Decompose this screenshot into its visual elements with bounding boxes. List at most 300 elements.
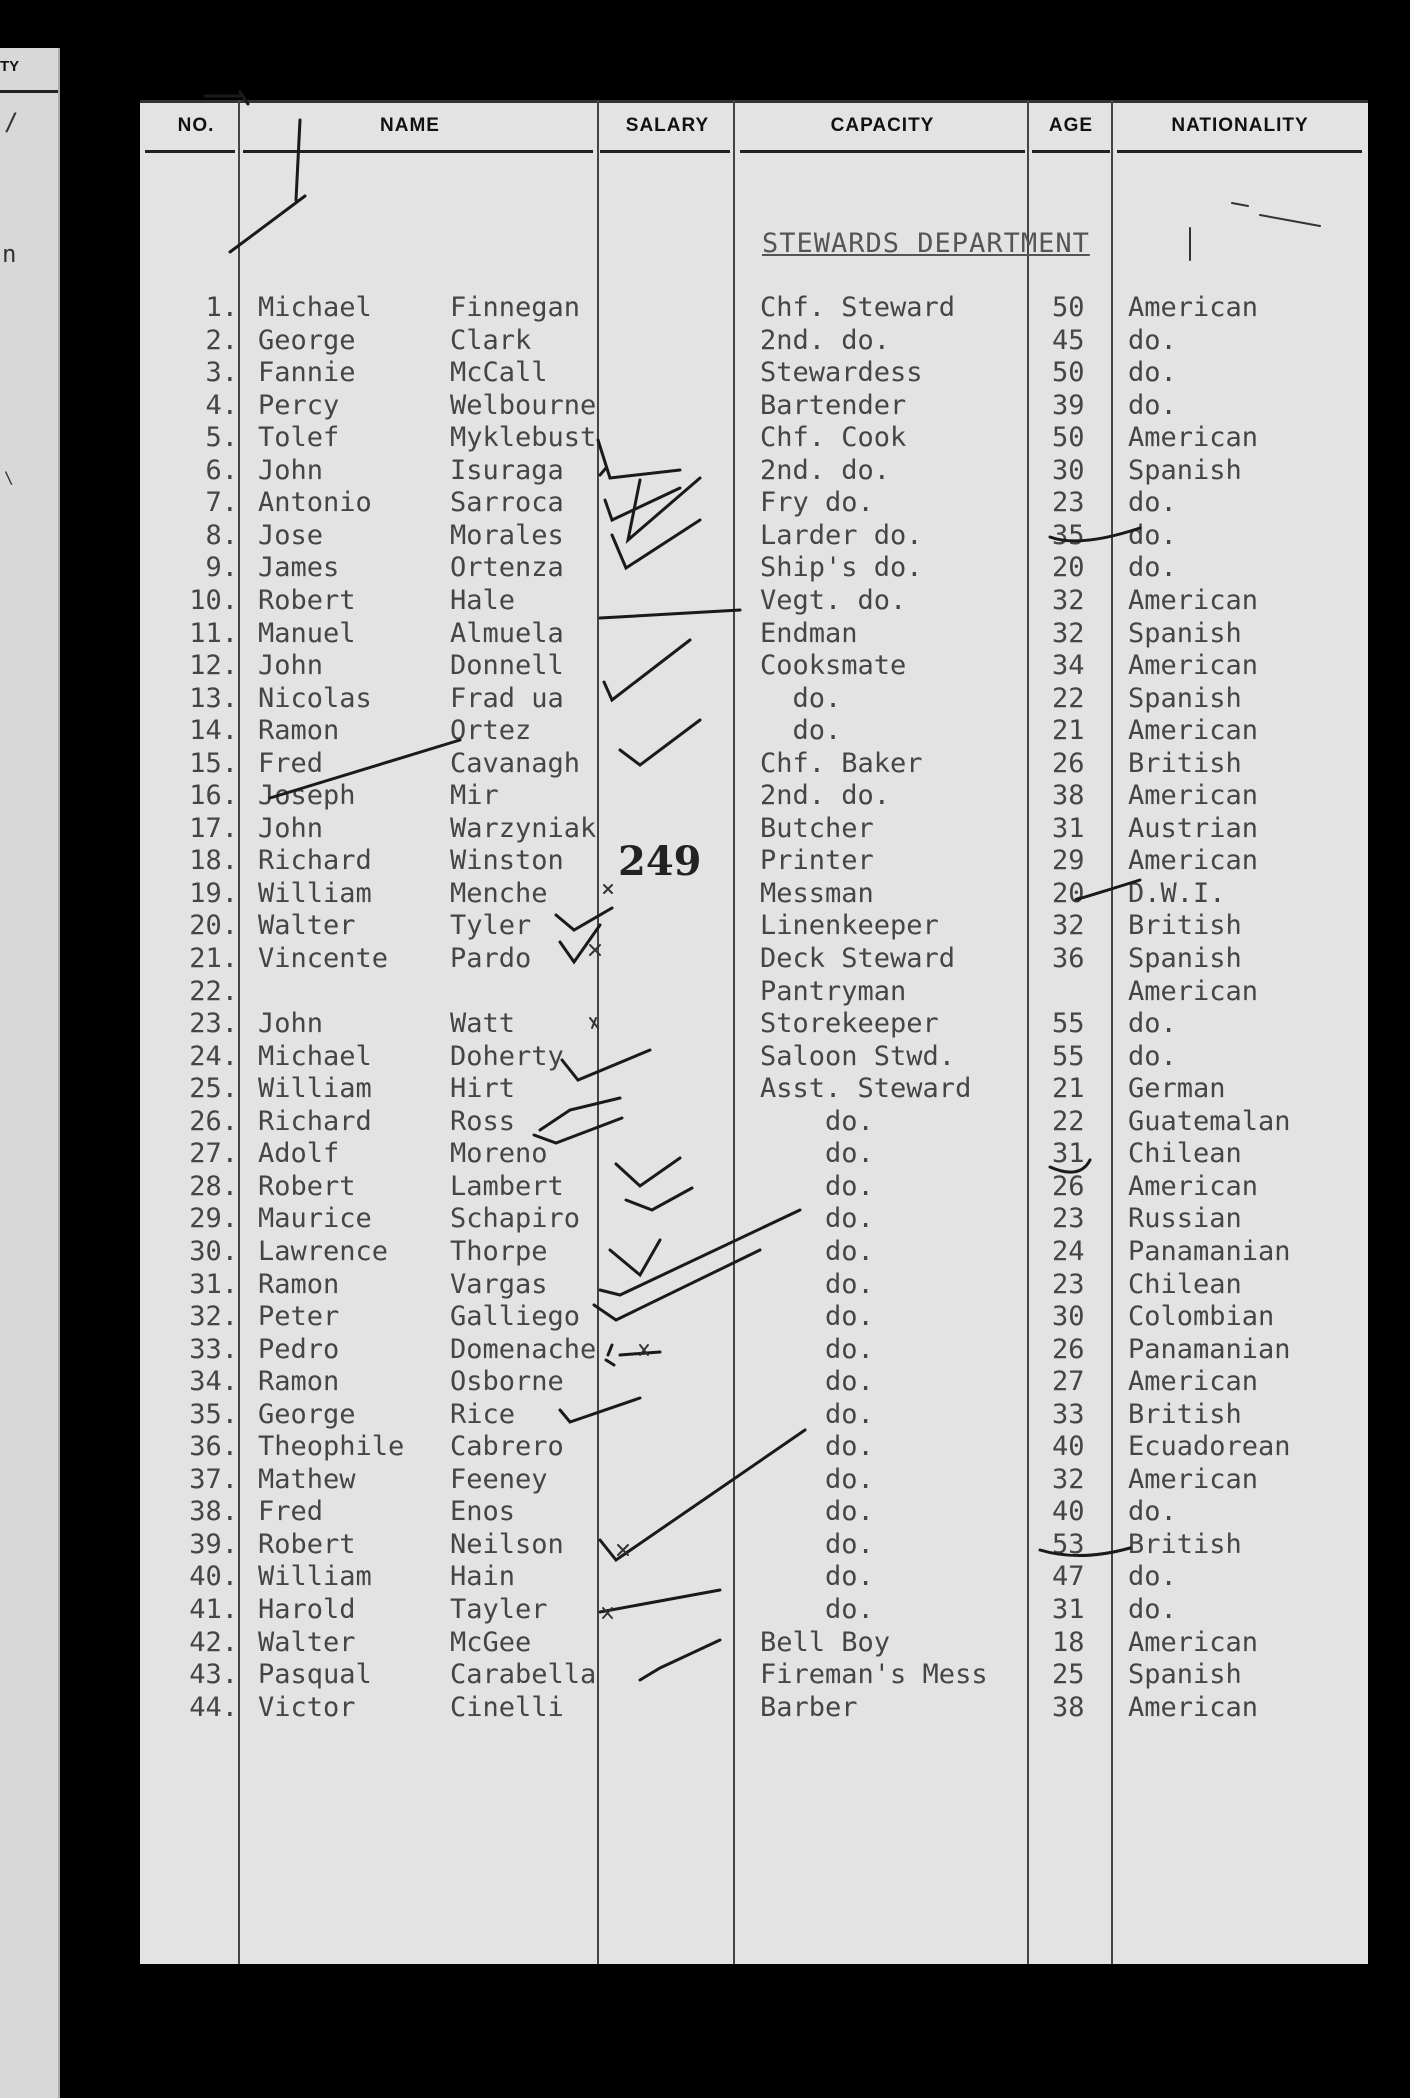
department-heading: STEWARDS DEPARTMENT [762,228,1090,259]
check-mark [270,740,460,798]
nationality-cell: do. [1128,552,1177,584]
age-cell: 23 [1052,1203,1085,1235]
row-number: 30. [189,1235,238,1267]
first-name: Robert [258,1528,356,1560]
capacity-cell: do. [760,1235,874,1267]
row-number: 32. [189,1301,238,1333]
row-number: 40. [189,1561,238,1593]
age-cell: 21 [1052,715,1085,747]
age-cell: 26 [1052,747,1085,779]
nationality-cell: American [1128,292,1259,323]
first-name: Fred [258,1496,324,1528]
check-mark [540,1098,620,1130]
nationality-cell: do. [1128,487,1177,519]
capacity-cell: do. [760,1366,874,1398]
underline-mark [1040,1548,1130,1556]
last-name: Warzyniak [450,812,597,844]
nationality-cell: British [1128,1398,1242,1430]
underline-mark [1076,880,1140,900]
first-name: Ramon [258,715,340,747]
last-name: Watt [450,1008,516,1040]
nationality-cell: Chilean [1128,1268,1242,1300]
age-cell: 26 [1052,1333,1085,1365]
age-cell: 31 [1052,1138,1085,1170]
nationality-cell: do. [1128,1561,1177,1593]
row-number: 36. [189,1431,238,1463]
row-number: 9. [205,552,238,584]
last-name: Isuraga [450,454,564,486]
age-cell: 33 [1052,1398,1085,1430]
age-cell: 55 [1052,1008,1085,1040]
first-name: Adolf [258,1138,340,1170]
last-name: McCall [450,357,548,389]
nationality-cell: Spanish [1128,682,1242,714]
row-number: 15. [189,747,238,779]
row-number: 44. [189,1691,238,1723]
capacity-cell: Bartender [760,389,907,421]
check-mark [626,1188,692,1210]
last-name: Vargas [450,1268,548,1300]
nationality-cell: British [1128,747,1242,779]
nationality-cell: American [1128,1170,1259,1202]
last-name: Thorpe [450,1235,548,1267]
check-mark [640,1640,720,1680]
age-cell: 30 [1052,454,1085,486]
row-number: 20. [189,910,238,942]
first-name: Robert [258,1170,356,1202]
nationality-cell: Spanish [1128,617,1242,649]
check-mark [594,1250,760,1320]
cross-mark [590,945,600,955]
last-name: Mir [450,780,499,812]
last-name: Rice [450,1398,516,1430]
nationality-cell: American [1128,584,1259,616]
age-cell: 22 [1052,682,1085,714]
handwritten-annotation: 249 [618,838,702,885]
row-number: 42. [189,1626,238,1658]
last-name: Sarroca [450,487,564,519]
last-name: Hain [450,1561,516,1593]
row-number: 11. [189,617,238,649]
first-name: Ramon [258,1268,340,1300]
capacity-cell: Fry do. [760,487,874,519]
row-number: 31. [189,1268,238,1300]
first-name: George [258,1398,356,1430]
row-number: 1. [205,292,238,323]
last-name: Welbourne [450,389,597,421]
nationality-cell: Ecuadorean [1128,1431,1291,1463]
capacity-cell: Chf. Steward [760,292,956,323]
age-cell: 39 [1052,389,1085,421]
capacity-cell: do. [760,1105,874,1137]
underline-mark [1050,528,1140,541]
age-cell: 34 [1052,650,1085,682]
column-header-capacity: CAPACITY [830,115,935,136]
capacity-cell: Barber [760,1691,858,1723]
age-cell: 30 [1052,1301,1085,1333]
age-cell: 31 [1052,1594,1085,1625]
capacity-cell: Chf. Baker [760,747,923,779]
cross-mark [590,1018,598,1028]
nationality-cell: British [1128,1528,1242,1560]
age-cell: 23 [1052,1268,1085,1300]
age-cell: 40 [1052,1431,1085,1463]
age-cell: 32 [1052,584,1085,616]
last-name: Tayler [450,1594,548,1625]
nationality-cell: German [1128,1073,1226,1105]
capacity-cell: Fireman's Mess [760,1659,988,1691]
last-name: Galliego [450,1301,581,1333]
check-mark [598,440,680,478]
row-number: 16. [189,780,238,812]
row-number: 22. [189,975,238,1007]
first-name: Joseph [258,780,356,812]
first-name: Theophile [258,1431,405,1463]
pen-mark [1232,203,1320,226]
row-number: 12. [189,650,238,682]
age-cell: 35 [1052,519,1085,551]
row-number: 13. [189,682,238,714]
last-name: Ortez [450,715,532,747]
first-name: John [258,812,324,844]
nationality-cell: Spanish [1128,943,1242,974]
nationality-cell: Spanish [1128,1659,1242,1691]
last-name: Doherty [450,1040,564,1072]
first-name: Maurice [258,1203,372,1235]
capacity-cell: Asst. Steward [760,1073,972,1105]
capacity-cell: Ship's do. [760,552,923,584]
last-name: Winston [450,845,564,877]
first-name: Robert [258,584,356,616]
nationality-cell: Panamanian [1128,1235,1291,1267]
capacity-cell: Butcher [760,812,874,844]
nationality-cell: do. [1128,1040,1177,1072]
cross-mark [604,885,612,893]
row-number: 41. [189,1594,238,1625]
capacity-cell: Storekeeper [760,1008,939,1040]
row-number: 33. [189,1333,238,1365]
capacity-cell: 2nd. do. [760,780,891,812]
age-cell: 36 [1052,943,1085,974]
nationality-cell: do. [1128,324,1177,356]
last-name: Moreno [450,1138,548,1170]
last-name: Donnell [450,650,564,682]
check-mark [560,1398,640,1422]
age-cell: 23 [1052,487,1085,519]
age-cell: 26 [1052,1170,1085,1202]
check-mark [534,1118,622,1143]
age-cell: 29 [1052,845,1085,877]
last-name: Frad ua [450,682,564,714]
row-number: 17. [189,812,238,844]
row-number: 3. [205,357,238,389]
age-cell: 53 [1052,1528,1085,1560]
capacity-cell: do. [760,1170,874,1202]
first-name: Manuel [258,617,356,649]
row-number: 34. [189,1366,238,1398]
age-cell: 20 [1052,552,1085,584]
check-mark [600,1590,720,1612]
nationality-cell: Colombian [1128,1301,1275,1333]
last-name: Neilson [450,1528,564,1560]
nationality-cell: do. [1128,1008,1177,1040]
row-number: 29. [189,1203,238,1235]
row-number: 35. [189,1398,238,1430]
age-cell: 47 [1052,1561,1085,1593]
last-name: Cabrero [450,1431,564,1463]
first-name: Vincente [258,943,389,974]
check-mark [562,1050,650,1080]
nationality-cell: Russian [1128,1203,1242,1235]
age-cell: 32 [1052,910,1085,942]
nationality-cell: American [1128,1463,1259,1495]
check-mark [620,720,700,765]
last-name: Lambert [450,1170,564,1202]
nationality-cell: American [1128,845,1259,877]
capacity-cell: do. [760,682,842,714]
nationality-cell: do. [1128,519,1177,551]
capacity-cell: Vegt. do. [760,584,907,616]
column-header-nationality: NATIONALITY [1171,115,1309,136]
nationality-cell: do. [1128,357,1177,389]
capacity-cell: do. [760,1301,874,1333]
capacity-cell: do. [760,1333,874,1365]
cross-mark [606,1345,614,1365]
first-name: William [258,1073,372,1105]
first-name: Walter [258,1626,356,1658]
row-number: 8. [205,519,238,551]
pen-mark [205,92,248,104]
capacity-cell: do. [760,1431,874,1463]
check-mark [612,520,700,568]
age-cell: 22 [1052,1105,1085,1137]
capacity-cell: Linenkeeper [760,910,939,942]
last-name: Feeney [450,1463,548,1495]
nationality-cell: American [1128,715,1259,747]
first-name: Ramon [258,1366,340,1398]
first-name: Pedro [258,1333,340,1365]
age-cell: 32 [1052,1463,1085,1495]
pen-mark [230,120,305,252]
column-header-salary: SALARY [625,115,710,136]
capacity-cell: 2nd. do. [760,324,891,356]
last-name: Pardo [450,943,532,974]
last-name: Cavanagh [450,747,581,779]
row-number: 27. [189,1138,238,1170]
nationality-cell: Guatemalan [1128,1105,1291,1137]
row-number: 38. [189,1496,238,1528]
capacity-cell: do. [760,1496,874,1528]
first-name: Harold [258,1594,356,1625]
fragment-header: TY [0,58,20,75]
nationality-cell: American [1128,650,1259,682]
capacity-cell: Bell Boy [760,1626,891,1658]
capacity-cell: Messman [760,877,874,909]
fragment-mark: / [4,108,19,136]
first-name: William [258,1561,372,1593]
row-number: 39. [189,1528,238,1560]
age-cell: 20 [1052,877,1085,909]
first-name: Richard [258,1105,372,1137]
capacity-cell: Printer [760,845,874,877]
first-name: James [258,552,340,584]
first-name: William [258,877,372,909]
last-name: Tyler [450,910,532,942]
first-name: Nicolas [258,682,372,714]
first-name: George [258,324,356,356]
first-name: Lawrence [258,1235,389,1267]
age-cell: 40 [1052,1496,1085,1528]
capacity-cell: Pantryman [760,975,907,1007]
age-cell: 38 [1052,1691,1085,1723]
last-name: Osborne [450,1366,564,1398]
column-header-no: NO. [177,115,215,136]
nationality-cell: D.W.I. [1128,877,1226,909]
row-number: 5. [205,422,238,454]
capacity-cell: do. [760,715,842,747]
row-number: 2. [205,324,238,356]
nationality-cell: American [1128,1626,1259,1658]
first-name: Peter [258,1301,340,1333]
age-cell: 50 [1052,357,1085,389]
nationality-cell: American [1128,1691,1259,1723]
row-number: 6. [205,454,238,486]
check-mark [556,908,612,930]
capacity-cell: 2nd. do. [760,454,891,486]
check-mark [610,1240,660,1275]
nationality-cell: do. [1128,1594,1177,1625]
age-cell: 21 [1052,1073,1085,1105]
first-name: Walter [258,910,356,942]
last-name: Almuela [450,617,564,649]
age-cell: 38 [1052,780,1085,812]
first-name: Jose [258,519,324,551]
age-cell: 50 [1052,422,1085,454]
first-name: Fannie [258,357,356,389]
capacity-cell: do. [760,1594,874,1625]
check-mark [604,640,690,700]
row-number: 25. [189,1073,238,1105]
last-name: Finnegan [450,292,581,323]
underline-mark [1050,1160,1090,1172]
first-name: Pasqual [258,1659,372,1691]
first-name: Percy [258,389,340,421]
row-number: 19. [189,877,238,909]
nationality-cell: Austrian [1128,812,1259,844]
nationality-cell: British [1128,910,1242,942]
last-name: Hale [450,584,516,616]
row-number: 7. [205,487,238,519]
row-number: 43. [189,1659,238,1691]
capacity-cell: do. [760,1138,874,1170]
age-cell: 18 [1052,1626,1085,1658]
first-name: Mathew [258,1463,356,1495]
first-name: Fred [258,747,324,779]
last-name: Myklebust [450,422,597,454]
capacity-cell: do. [760,1268,874,1300]
age-cell: 25 [1052,1659,1085,1691]
capacity-cell: do. [760,1561,874,1593]
age-cell: 24 [1052,1235,1085,1267]
nationality-cell: American [1128,422,1259,454]
capacity-cell: Deck Steward [760,943,956,974]
nationality-cell: American [1128,780,1259,812]
fragment-mark: n [2,240,17,268]
check-mark [560,925,600,962]
last-name: Menche [450,877,548,909]
first-name: John [258,454,324,486]
row-number: 18. [189,845,238,877]
last-name: Morales [450,519,564,551]
first-name: Victor [258,1691,356,1723]
nationality-cell: do. [1128,389,1177,421]
capacity-cell: Chf. Cook [760,422,907,454]
fragment-mark: \ [4,468,14,487]
last-name: Cinelli [450,1691,564,1723]
first-name: Antonio [258,487,372,519]
row-number: 10. [189,584,238,616]
first-name: Tolef [258,422,340,454]
row-number: 28. [189,1170,238,1202]
nationality-cell: Spanish [1128,454,1242,486]
row-number: 26. [189,1105,238,1137]
row-number: 4. [205,389,238,421]
capacity-cell: do. [760,1528,874,1560]
capacity-cell: Cooksmate [760,650,907,682]
row-number: 14. [189,715,238,747]
age-cell: 55 [1052,1040,1085,1072]
last-name: Ortenza [450,552,564,584]
nationality-cell: do. [1128,1496,1177,1528]
check-mark [600,1430,805,1560]
row-number: 24. [189,1040,238,1072]
first-name: John [258,650,324,682]
nationality-cell: Chilean [1128,1138,1242,1170]
last-name: McGee [450,1626,532,1658]
first-name: John [258,1008,324,1040]
check-mark [600,610,740,618]
last-name: Ross [450,1105,516,1137]
age-cell: 32 [1052,617,1085,649]
row-number: 23. [189,1008,238,1040]
age-cell: 50 [1052,292,1085,323]
check-mark [600,1210,800,1295]
last-name: Carabella [450,1659,597,1691]
nationality-cell: Panamanian [1128,1333,1291,1365]
row-number: 37. [189,1463,238,1495]
last-name: Clark [450,324,532,356]
capacity-cell: Endman [760,617,858,649]
capacity-cell: do. [760,1463,874,1495]
nationality-cell: American [1128,1366,1259,1398]
capacity-cell: Larder do. [760,519,923,551]
first-name: Michael [258,292,372,323]
capacity-cell: do. [760,1203,874,1235]
age-cell: 27 [1052,1366,1085,1398]
last-name: Schapiro [450,1203,581,1235]
check-mark [616,1158,680,1186]
first-name: Michael [258,1040,372,1072]
column-header-age: AGE [1048,115,1094,136]
first-name: Richard [258,845,372,877]
row-number: 21. [189,943,238,974]
age-cell: 45 [1052,324,1085,356]
last-name: Enos [450,1496,516,1528]
capacity-cell: Stewardess [760,357,923,389]
capacity-cell: do. [760,1398,874,1430]
column-header-name: NAME [380,115,440,136]
last-name: Domenache [450,1333,597,1365]
